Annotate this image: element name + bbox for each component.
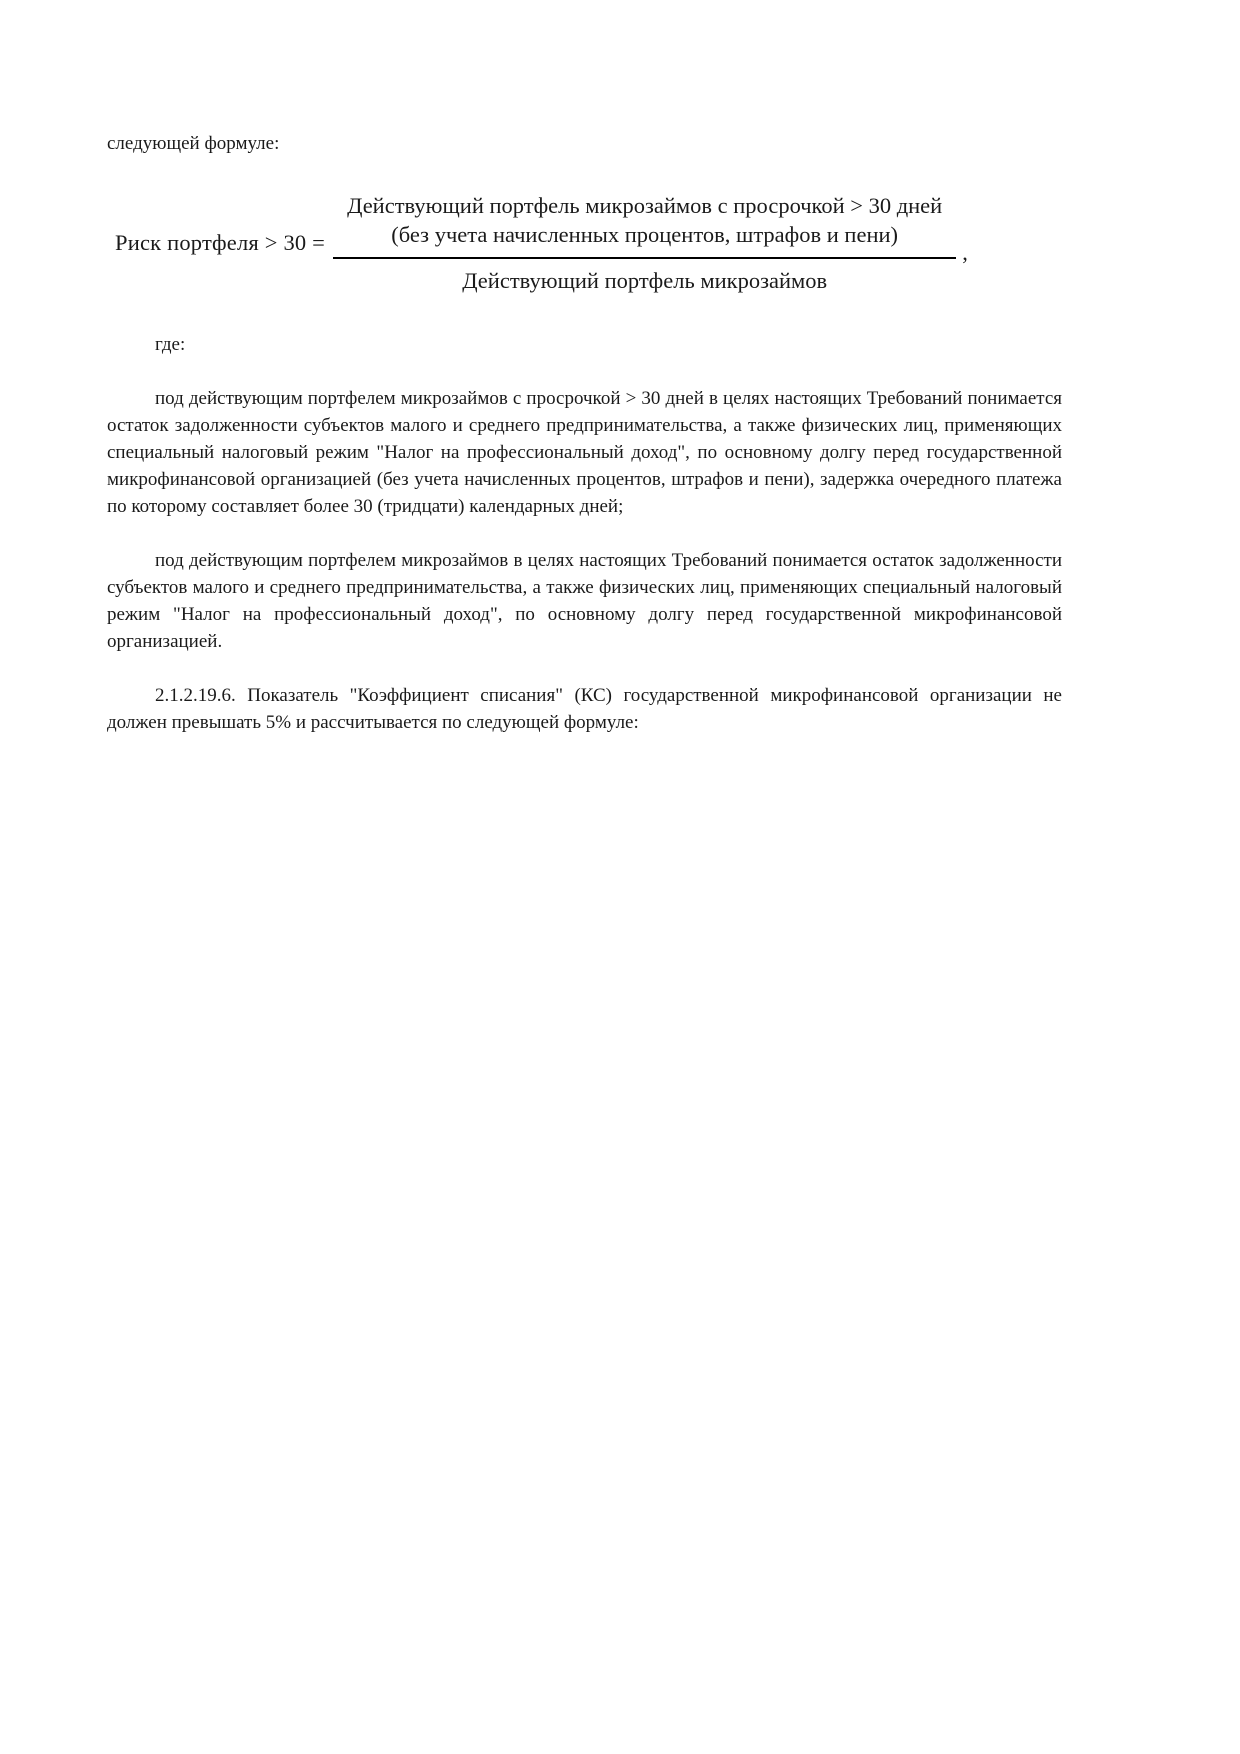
formula (115, 191, 1062, 295)
paragraph-clause-2-1-2-19-6: 2.1.2.19.6. Показатель "Коэффициент списания" (КС) государственной микрофинансовой организации не должен превышать 5% и рассчитывается по следующей формуле: (107, 684, 1062, 733)
formula-numerator-line2: (без учета начисленных процентов, штрафов и пени) (391, 222, 899, 248)
formula-numerator (333, 191, 956, 259)
paragraph-definition-portfolio: под действующим портфелем микрозаймов в целях настоящих Требований понимается остаток задолженности субъектов малого и среднего предпринимательства, а также физических лиц, применяющих специальный налоговый режим "Налог на профессиональный доход", по основному долгу перед государственной микрофинансовой организацией. (107, 549, 1062, 652)
formula-denominator: Действующий портфель микрозаймов (462, 267, 828, 293)
intro-text: следующей формуле: (107, 133, 280, 154)
formula-left-hand-side: Риск портфеля > 30 = (115, 230, 326, 256)
where-label: где: (155, 333, 186, 355)
formula-fraction (333, 191, 956, 295)
formula-trailing-comma: , (962, 240, 968, 266)
paragraph-definition-portfolio-overdue: под действующим портфелем микрозаймов с просрочкой > 30 дней в целях настоящих Требований понимается остаток задолженности субъектов малого и среднего предпринимательства, а также физических лиц, применяющих специальный налоговый режим "Налог на профессиональный доход", по основному долгу перед государственной микрофинансовой организацией (без учета начисленных процентов, штрафов и пени), задержка очередного платежа по которому составляет более 30 (тридцати) календарных дней; (107, 387, 1062, 517)
formula-numerator-line1: Действующий портфель микрозаймов с просрочкой > 30 дней (347, 193, 943, 218)
